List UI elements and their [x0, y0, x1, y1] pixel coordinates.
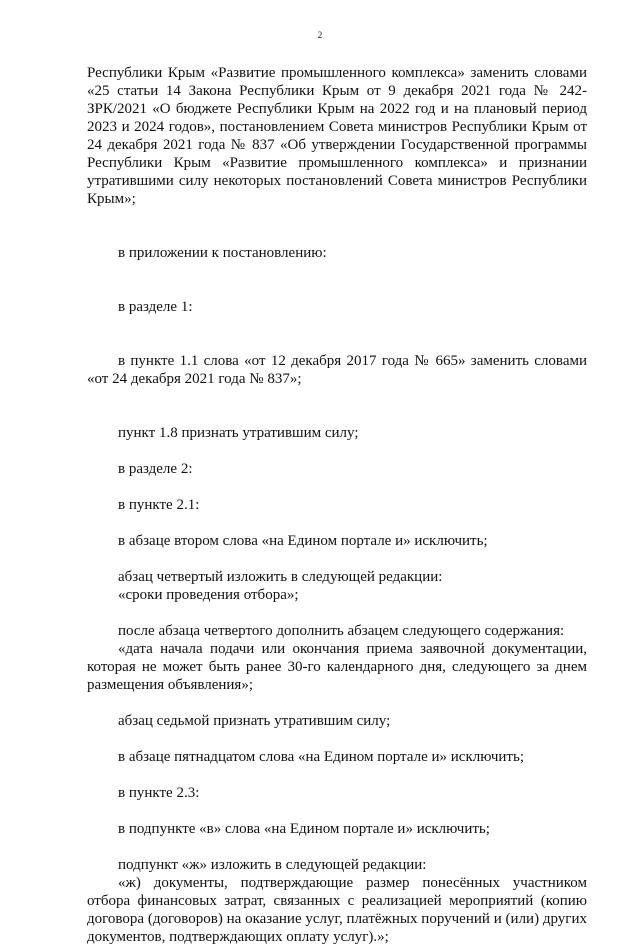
paragraph-subpoint-v: в подпункте «в» слова «на Едином портале и» исключить;	[118, 821, 490, 837]
paragraph-gap	[87, 766, 587, 784]
paragraph-point-1-1: в пункте 1.1 слова «от 12 декабря 2017 года № 665» заменить словами «от 24 декабря 2021 года № 837»;	[87, 353, 587, 387]
paragraph-abzac-2: в абзаце втором слова «на Едином портале и» исключить;	[118, 533, 488, 549]
paragraph-gap	[87, 730, 587, 748]
paragraph-abzac-7: абзац седьмой признать утратившим силу;	[118, 713, 391, 729]
paragraph-point-2-3: в пункте 2.3:	[118, 785, 200, 801]
paragraph-gap	[87, 406, 587, 424]
paragraph-gap	[87, 316, 587, 334]
paragraph-gap	[87, 550, 587, 568]
paragraph-after-abzac-4: после абзаца четвертого дополнить абзацем следующего содержания:	[118, 623, 565, 639]
paragraph-abzac-4: абзац четвертый изложить в следующей редакции:	[118, 569, 443, 585]
paragraph-gap	[87, 208, 587, 226]
paragraph-point-2-1: в пункте 2.1:	[118, 497, 200, 513]
document-body	[87, 64, 587, 946]
paragraph-abzac-4-text: «сроки проведения отбора»;	[118, 587, 299, 603]
paragraph-gap	[87, 694, 587, 712]
paragraph-subpoint-zh-text: «ж) документы, подтверждающие размер понесённых участником отбора финансовых затрат, связанных с реализацией мероприятий (копию договора (договоров) на оказание услуг, платёжных поручений и (или) других документов, подтверждающих оплату услуг).»;	[87, 875, 587, 945]
paragraph-continuation: Республики Крым «Развитие промышленного комплекса» заменить словами «25 статьи 14 Закона Республики Крым от 9 декабря 2021 года № 242-ЗРК/2021 «О бюджете Республики Крым на 2022 год и на плановый период 2023 и 2024 годов», постановлением Совета министров Республики Крым от 24 декабря 2021 года № 837 «Об утверждении Государственной программы Республики Крым «Развитие промышленного комплекса» и признании утратившими силу некоторых постановлений Совета министров Республики Крым»;	[87, 65, 587, 207]
paragraph-gap	[87, 226, 587, 244]
paragraph-gap	[87, 514, 587, 532]
paragraph-point-1-8: пункт 1.8 признать утратившим силу;	[118, 425, 359, 441]
paragraph-gap	[87, 604, 587, 622]
paragraph-gap	[87, 478, 587, 496]
paragraph-gap	[87, 262, 587, 280]
paragraph-gap	[87, 442, 587, 460]
paragraph-gap	[87, 802, 587, 820]
paragraph-abzac-15: в абзаце пятнадцатом слова «на Едином портале и» исключить;	[118, 749, 524, 765]
paragraph-section-2: в разделе 2:	[118, 461, 193, 477]
page-number: 2	[317, 30, 323, 40]
paragraph-new-abzac-text: «дата начала подачи или окончания приема заявочной документации, которая не может быть ранее 30-го календарного дня, следующего за днем размещения объявления»;	[87, 641, 587, 693]
paragraph-section-1: в разделе 1:	[118, 299, 193, 315]
paragraph-gap	[87, 838, 587, 856]
paragraph-gap	[87, 388, 587, 406]
paragraph-gap	[87, 280, 587, 298]
paragraph-gap	[87, 334, 587, 352]
paragraph-appendix-intro: в приложении к постановлению:	[118, 245, 327, 261]
paragraph-subpoint-zh: подпункт «ж» изложить в следующей редакции:	[118, 857, 427, 873]
